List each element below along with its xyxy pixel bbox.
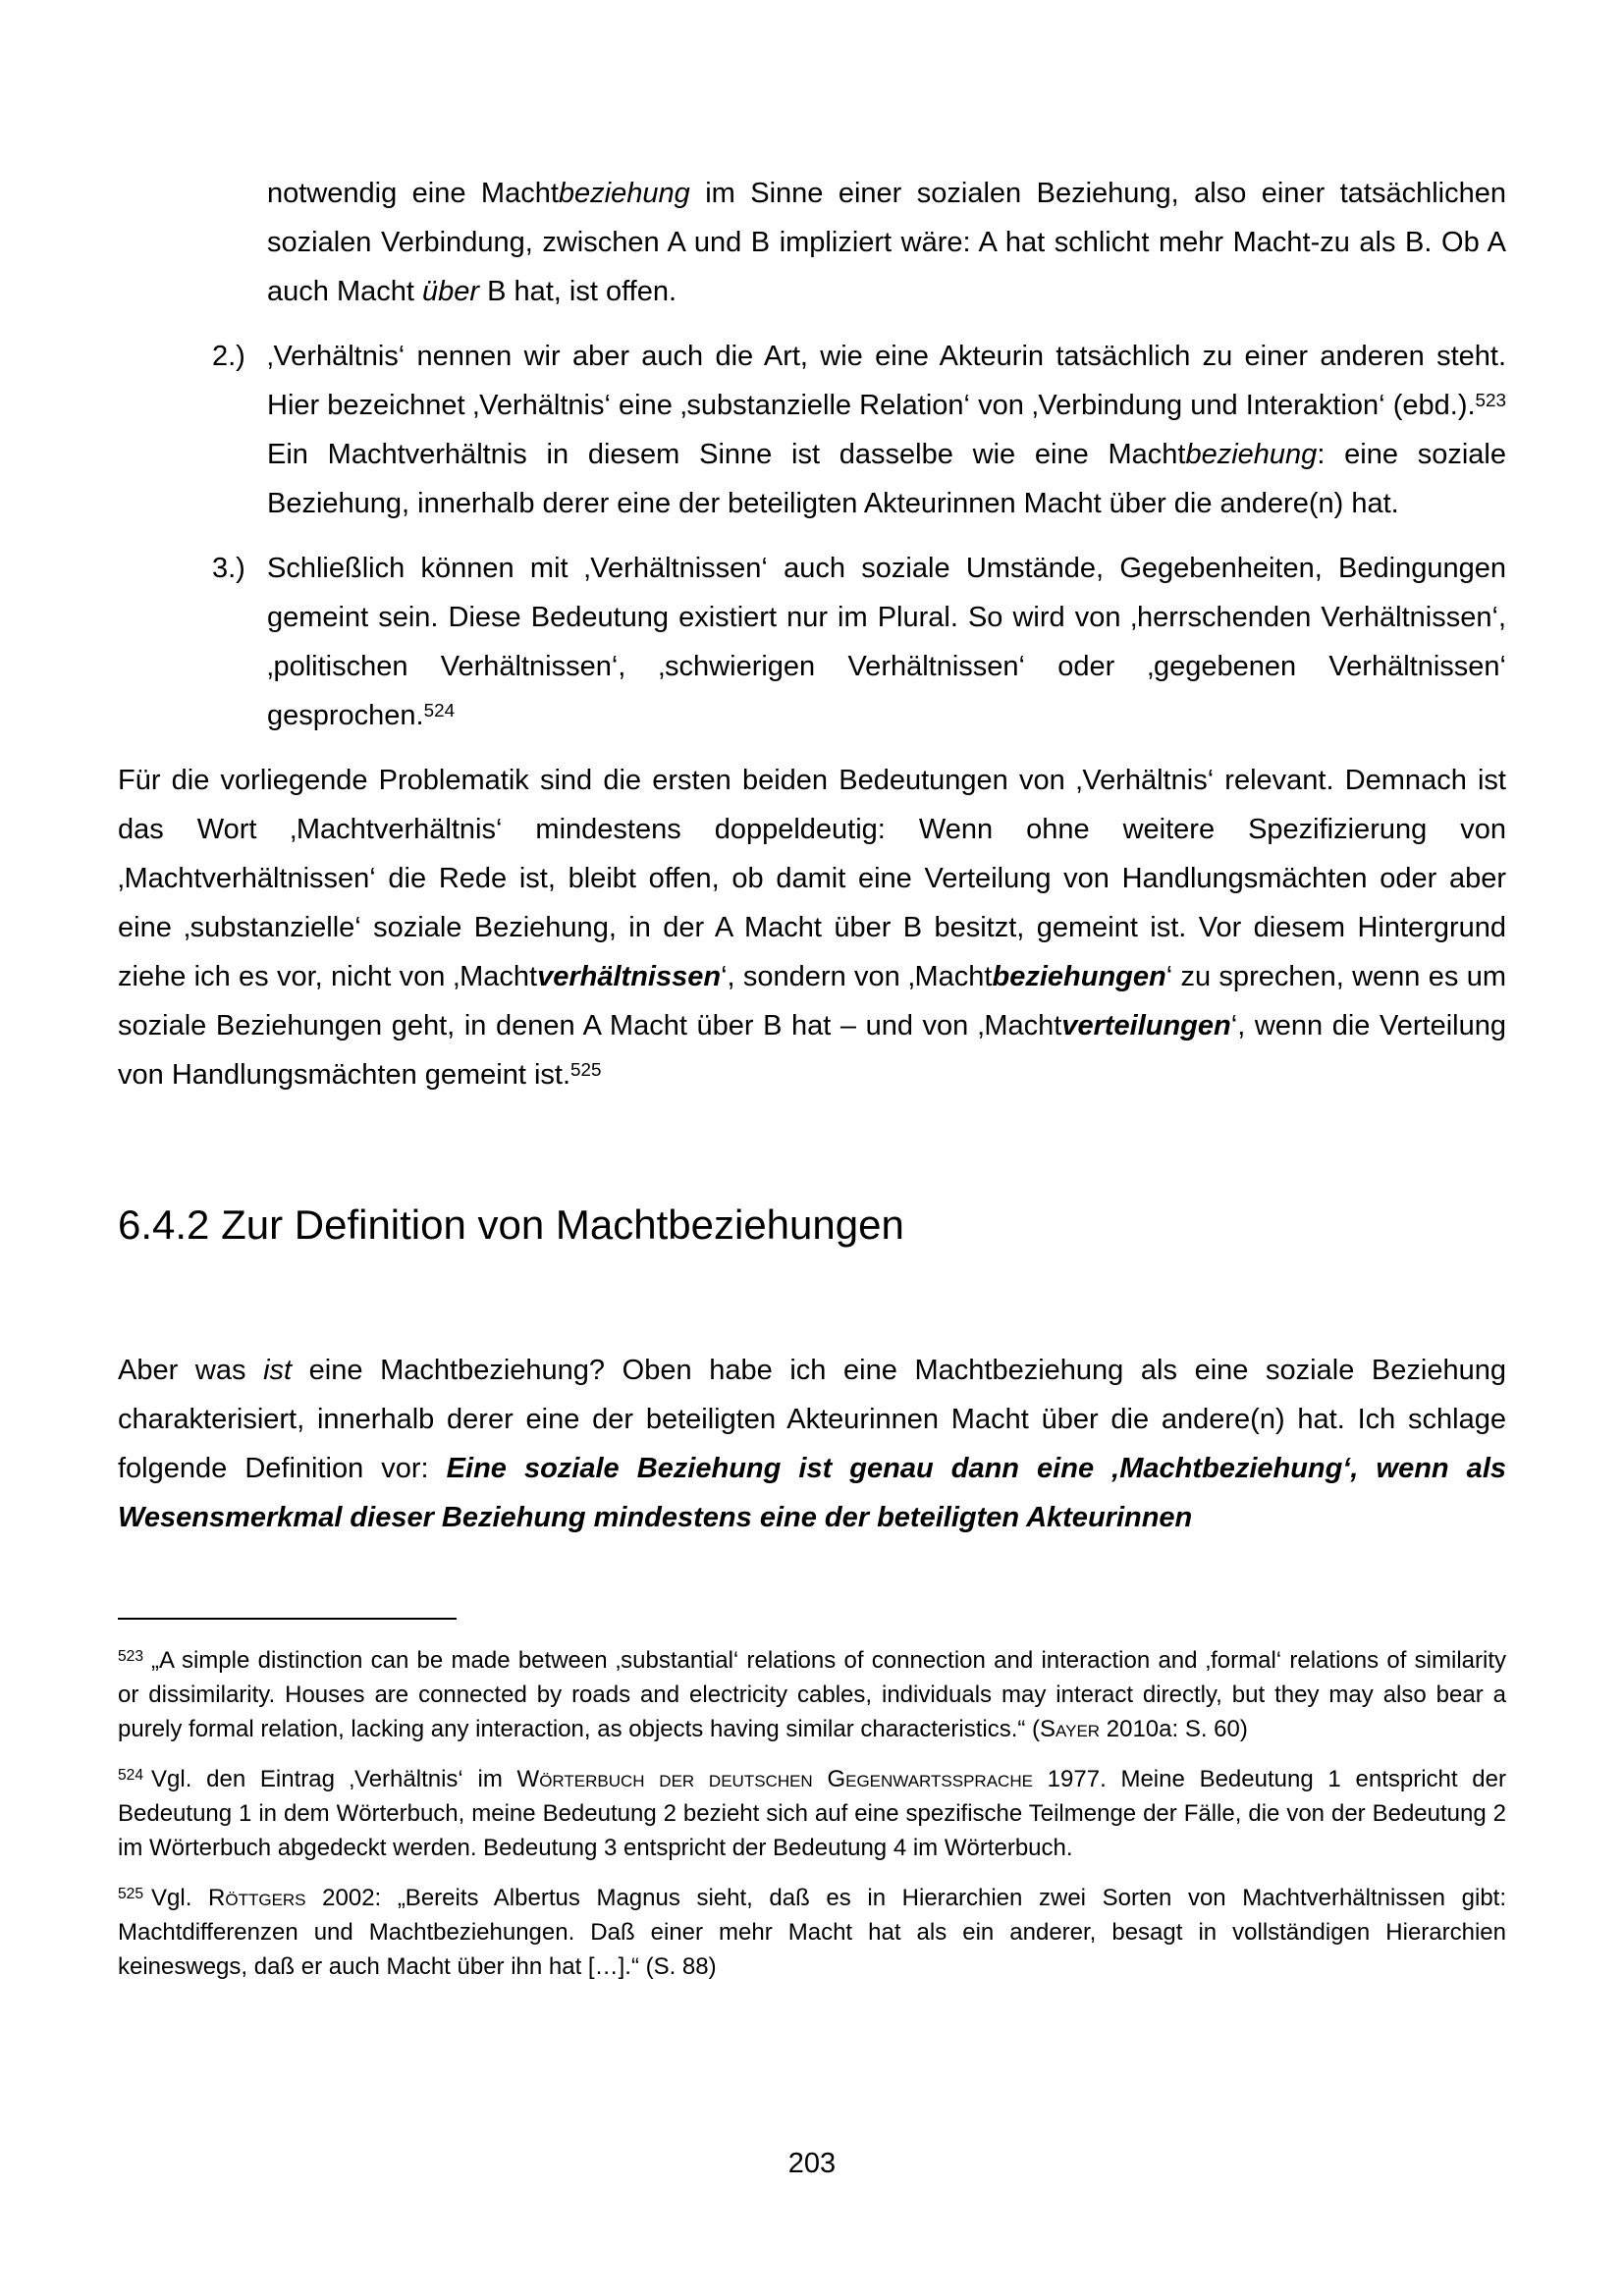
footnote-525-marker: 525 [118, 1885, 144, 1902]
main-text [118, 169, 1506, 1542]
footnote-523-marker: 523 [118, 1647, 144, 1665]
footnote-525 [118, 1881, 1506, 1984]
footnotes-section [118, 1618, 1506, 2000]
footnote-523 [118, 1643, 1506, 1746]
footnote-525-text: Vgl. Röttgers 2002: „Bereits Albertus Magnus sieht, daß es in Hierarchien zwei Sorten von Machtverhältnissen gibt: Machtdifferenzen und Machtbeziehungen. Daß einer mehr Macht hat als ein anderer, besagt in vollständigen Hierarchien keineswegs, daß er auch Macht über ihn hat […].“ (S. 88) [118, 1885, 1506, 1980]
footnote-523-text: „A simple distinction can be made between ‚substantial‘ relations of connection and interaction and ‚formal‘ relations of similarity or dissimilarity. Houses are connected by roads and electricity cables, individuals may interact directly, but they may also bear a purely formal relation, lacking any interaction, as objects having similar characteristics.“ (Sayer 2010a: S. 60) [118, 1647, 1506, 1742]
footnote-524-marker: 524 [118, 1766, 144, 1784]
page-number: 203 [787, 2148, 837, 2179]
paragraph-definition-intro: Aber was ist eine Machtbeziehung? Oben habe ich eine Machtbeziehung als eine soziale Beziehung charakterisiert, innerhalb derer eine der beteiligten Akteurinnen Macht über die andere(n) hat. Ich schlage folgende Definition vor: Eine soziale Beziehung ist genau dann eine ‚Machtbeziehung‘, wenn als Wesensmerkmal dieser Beziehung mindestens eine der beteiligten Akteurinnen [118, 1354, 1506, 1533]
list-item-2-marker: 2.) [212, 341, 245, 372]
list-item-3-marker: 3.) [212, 553, 245, 584]
list-item-2 [118, 332, 1506, 528]
list-item-3-text: Schließlich können mit ‚Verhältnissen‘ auch soziale Umstände, Gegebenheiten, Bedingungen gemeint sein. Diese Bedeutung existiert nur im Plural. So wird von ‚herrschenden Verhältnissen‘, ‚politischen Verhältnissen‘, ‚schwierigen Verhältnissen‘ oder ‚gegebenen Verhältnissen‘ gesprochen.$^{524}$ [267, 553, 1506, 731]
list-item-2-text: ‚Verhältnis‘ nennen wir aber auch die Art, wie eine Akteurin tatsächlich zu einer anderen steht. Hier bezeichnet ‚Verhältnis‘ eine ‚substanzielle Relation‘ von ‚Verbindung und Interaktion‘ (ebd.).$^{523}$ Ein Machtverhältnis in diesem Sinne ist dasselbe wie eine Machtbeziehung: eine soziale Beziehung, innerhalb derer eine der beteiligten Akteurinnen Macht über die andere(n) hat. [267, 341, 1506, 519]
footnote-separator-rule [118, 1618, 457, 1620]
footnote-524-text: Vgl. den Eintrag ‚Verhältnis‘ im Wörterbuch der deutschen Gegenwartssprache 1977. Meine Bedeutung 1 entspricht der Bedeutung 1 in dem Wörterbuch, meine Bedeutung 2 bezieht sich auf eine spezifische Teilmenge der Fälle, die von der Bedeutung 2 im Wörterbuch abgedeckt werden. Bedeutung 3 entspricht der Bedeutung 4 im Wörterbuch. [118, 1766, 1506, 1861]
list-item-1-continuation: notwendig eine Machtbeziehung im Sinne einer sozialen Beziehung, also einer tatsächlichen sozialen Verbindung, zwischen A und B impliziert wäre: A hat schlicht mehr Macht-zu als B. Ob A auch Macht über B hat, ist offen. [267, 178, 1506, 307]
list-item-3 [118, 544, 1506, 740]
footnote-524 [118, 1762, 1506, 1865]
paragraph-machtverhaeltnis-ambiguity: Für die vorliegende Problematik sind die ersten beiden Bedeutungen von ‚Verhältnis‘ relevant. Demnach ist das Wort ‚Machtverhältnis‘ mindestens doppeldeutig: Wenn ohne weitere Spezifizierung von ‚Machtverhältnissen‘ die Rede ist, bleibt offen, ob damit eine Verteilung von Handlungsmächten oder aber eine ‚substanzielle‘ soziale Beziehung, in der A Macht über B besitzt, gemeint ist. Vor diesem Hintergrund ziehe ich es vor, nicht von ‚Machtverhältnissen‘, sondern von ‚Machtbeziehungen‘ zu sprechen, wenn es um soziale Beziehungen geht, in denen A Macht über B hat – und von ‚Machtverteilungen‘, wenn die Verteilung von Handlungsmächten gemeint ist.$^{525}$ [118, 765, 1506, 1091]
section-heading: 6.4.2 Zur Definition von Machtbeziehungen [118, 1201, 904, 1248]
